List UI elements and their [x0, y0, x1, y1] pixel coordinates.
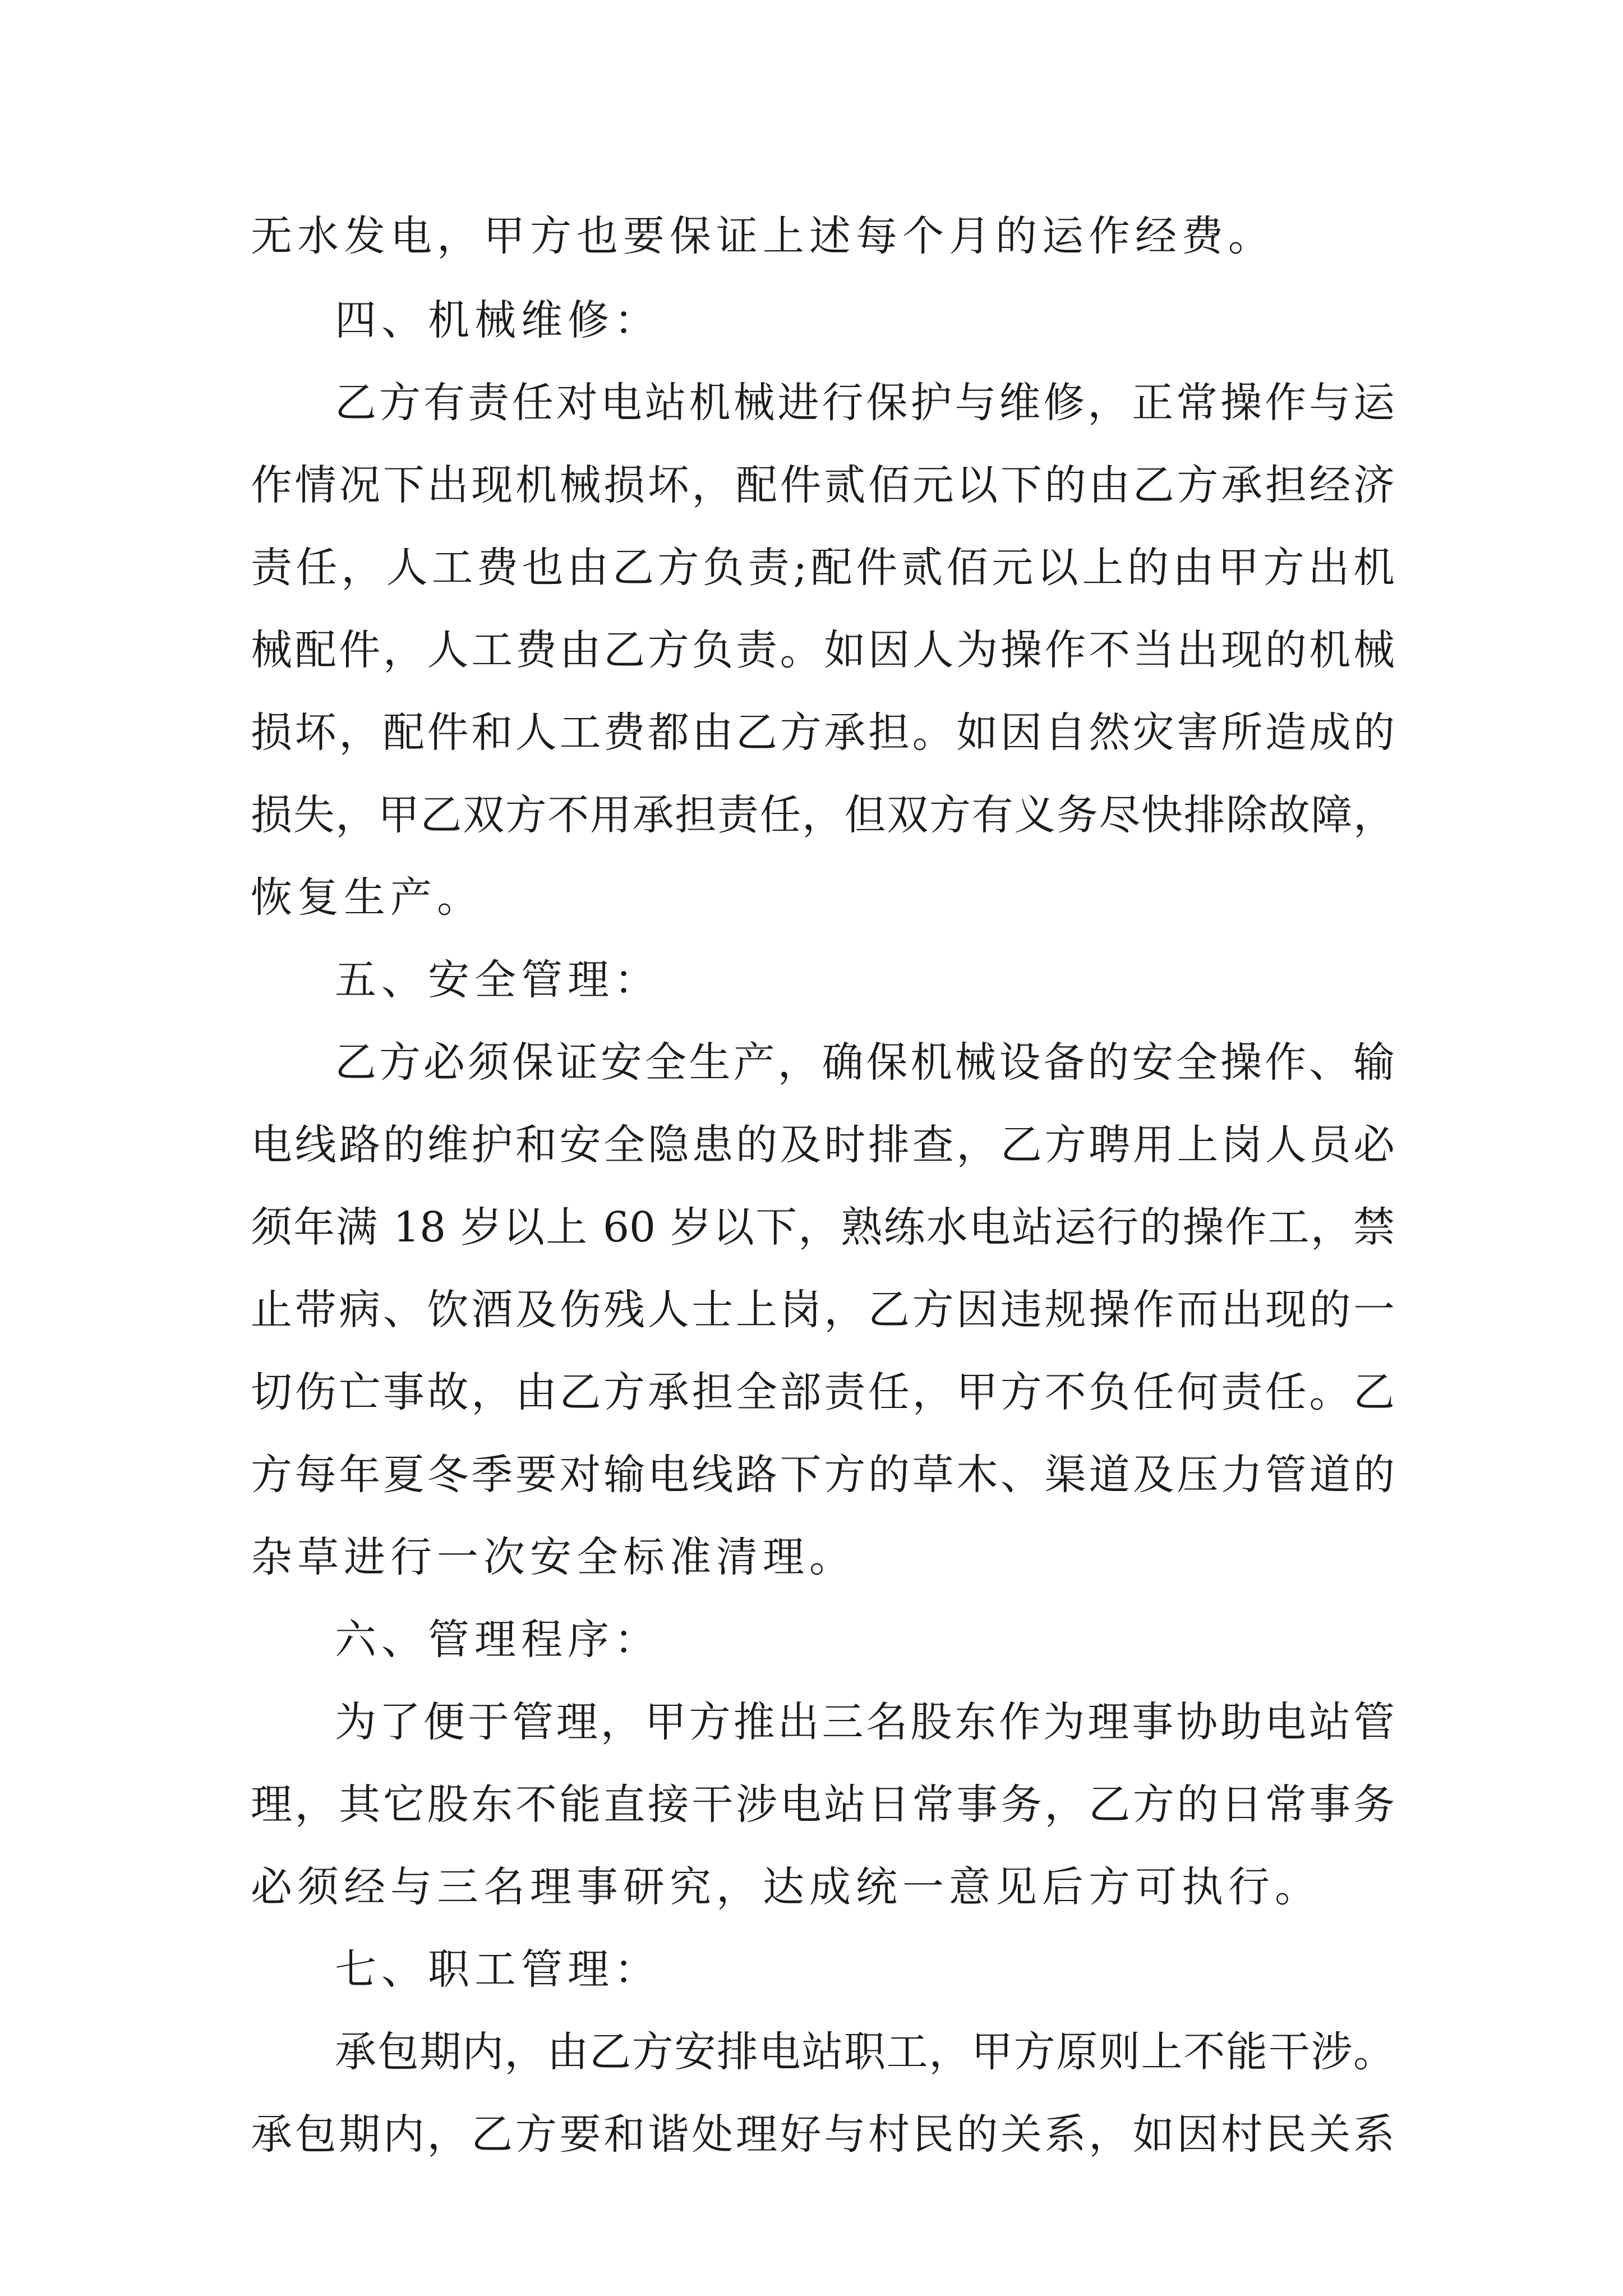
body-text-line: 切伤亡事故，由乙方承担全部责任，甲方不负任何责任。乙	[251, 1368, 1395, 1416]
body-text-line: 方每年夏冬季要对输电线路下方的草木、渠道及压力管道的	[251, 1451, 1395, 1499]
body-text-line: 责任，人工费也由乙方负责;配件贰佰元以上的由甲方出机	[251, 544, 1395, 592]
section-heading: 四、机械维修：	[335, 296, 661, 344]
body-text-line: 械配件，人工费由乙方负责。如因人为操作不当出现的机械	[251, 626, 1395, 674]
body-text-line: 理，其它股东不能直接干涉电站日常事务，乙方的日常事务	[251, 1780, 1395, 1829]
section-heading: 七、职工管理：	[335, 1945, 661, 1994]
body-text-line: 无水发电，甲方也要保证上述每个月的运作经费。	[251, 212, 1275, 260]
body-text-line: 损坏，配件和人工费都由乙方承担。如因自然灾害所造成的	[251, 708, 1395, 757]
body-text-line: 电线路的维护和安全隐患的及时排查，乙方聘用上岗人员必	[251, 1121, 1395, 1169]
body-text-line: 承包期内，乙方要和谐处理好与村民的关系，如因村民关系	[251, 2110, 1395, 2159]
body-text-line: 杂草进行一次安全标准清理。	[251, 1533, 856, 1581]
body-text-line: 恢复生产。	[251, 873, 483, 922]
section-heading: 六、管理程序：	[335, 1616, 661, 1664]
body-text-line: 须年满 18 岁以上 60 岁以下，熟练水电站运行的操作工，禁	[251, 1203, 1395, 1251]
body-text-line: 止带病、饮酒及伤残人士上岗，乙方因违规操作而出现的一	[251, 1286, 1395, 1334]
body-text-line: 作情况下出现机械损坏，配件贰佰元以下的由乙方承担经济	[251, 461, 1395, 509]
body-text-line: 承包期内，由乙方安排电站职工，甲方原则上不能干涉。	[335, 2028, 1395, 2076]
body-text-line: 必须经与三名理事研究，达成统一意见后方可执行。	[251, 1863, 1321, 1911]
body-text-line: 乙方必须保证安全生产，确保机械设备的安全操作、输	[335, 1038, 1395, 1087]
section-heading: 五、安全管理：	[335, 956, 661, 1004]
body-text-line: 为了便于管理，甲方推出三名股东作为理事协助电站管	[335, 1698, 1395, 1746]
body-text-line: 乙方有责任对电站机械进行保护与维修，正常操作与运	[335, 379, 1395, 427]
body-text-line: 损失，甲乙双方不用承担责任，但双方有义务尽快排除故障，	[251, 791, 1395, 839]
